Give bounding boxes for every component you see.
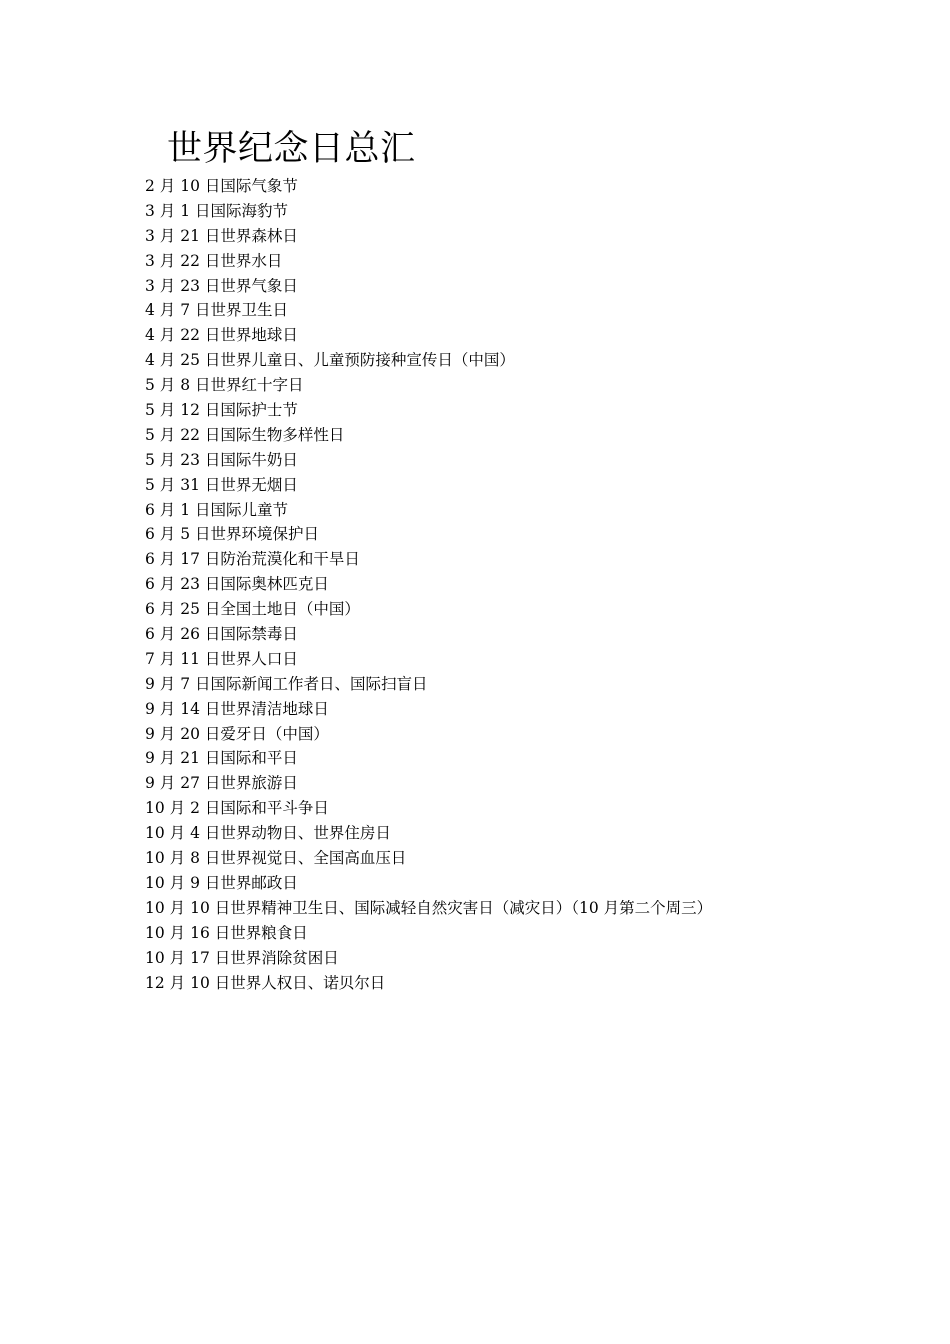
list-item: 3 月 21 日世界森林日 bbox=[145, 226, 298, 245]
list-item: 4 月 25 日世界儿童日、儿童预防接种宣传日（中国） bbox=[145, 351, 515, 370]
list-item: 9 月 27 日世界旅游日 bbox=[145, 774, 298, 793]
list-item: 9 月 7 日国际新闻工作者日、国际扫盲日 bbox=[145, 674, 428, 693]
list-item: 3 月 22 日世界水日 bbox=[145, 251, 283, 270]
list-item: 6 月 25 日全国土地日（中国） bbox=[145, 600, 360, 619]
list-item: 5 月 12 日国际护士节 bbox=[145, 401, 298, 420]
list-item: 9 月 20 日爱牙日（中国） bbox=[145, 724, 329, 743]
list-item: 6 月 26 日国际禁毒日 bbox=[145, 625, 298, 644]
document-title: 世界纪念日总汇 bbox=[167, 129, 416, 169]
list-item: 5 月 23 日国际牛奶日 bbox=[145, 450, 298, 469]
list-item: 10 月 9 日世界邮政日 bbox=[145, 873, 298, 892]
list-item: 9 月 21 日国际和平日 bbox=[145, 749, 298, 768]
list-item: 7 月 11 日世界人口日 bbox=[145, 649, 298, 668]
list-item: 10 月 8 日世界视觉日、全国高血压日 bbox=[145, 849, 407, 868]
list-item: 4 月 7 日世界卫生日 bbox=[145, 301, 289, 320]
list-item: 5 月 22 日国际生物多样性日 bbox=[145, 425, 345, 444]
list-item: 6 月 5 日世界环境保护日 bbox=[145, 525, 320, 544]
commemoration-day-list bbox=[145, 174, 712, 995]
list-item: 6 月 17 日防治荒漠化和干旱日 bbox=[145, 550, 360, 569]
list-item: 5 月 8 日世界红十字日 bbox=[145, 376, 304, 395]
list-item: 12 月 10 日世界人权日、诺贝尔日 bbox=[145, 973, 386, 992]
list-item: 10 月 17 日世界消除贫困日 bbox=[145, 948, 339, 967]
list-item: 6 月 1 日国际儿童节 bbox=[145, 500, 289, 519]
list-item: 4 月 22 日世界地球日 bbox=[145, 326, 298, 345]
list-item: 10 月 16 日世界粮食日 bbox=[145, 923, 308, 942]
list-item: 10 月 2 日国际和平斗争日 bbox=[145, 799, 329, 818]
list-item: 6 月 23 日国际奥林匹克日 bbox=[145, 575, 329, 594]
list-item: 9 月 14 日世界清洁地球日 bbox=[145, 699, 329, 718]
list-item: 10 月 4 日世界动物日、世界住房日 bbox=[145, 824, 391, 843]
list-item: 3 月 1 日国际海豹节 bbox=[145, 201, 289, 220]
list-item: 2 月 10 日国际气象节 bbox=[145, 177, 298, 195]
list-item: 5 月 31 日世界无烟日 bbox=[145, 475, 298, 494]
list-item: 3 月 23 日世界气象日 bbox=[145, 276, 298, 295]
list-item: 10 月 10 日世界精神卫生日、国际减轻自然灾害日（减灾日）（10 月第二个周三） bbox=[145, 898, 713, 917]
